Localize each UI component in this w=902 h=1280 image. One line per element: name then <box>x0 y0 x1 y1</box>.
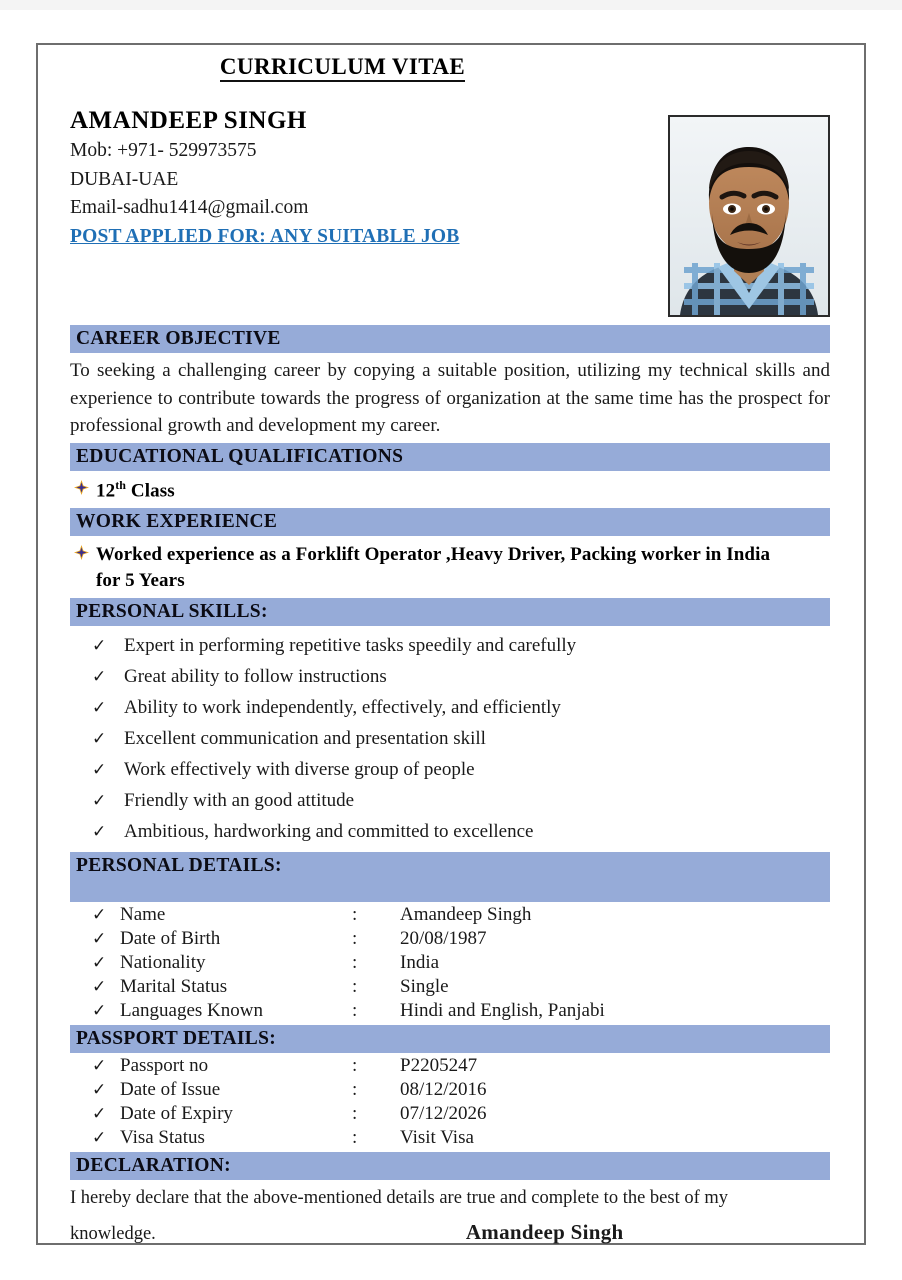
personal-details-table <box>70 904 830 1022</box>
list-item <box>92 666 830 688</box>
career-objective-text: To seeking a challenging career by copying a suitable position, utilizing my technical skills and experience to contribute towards the progress of organization at the same time has the prospect for professional growth and development my career. <box>70 360 830 437</box>
detail-colon: : <box>352 927 358 949</box>
wingding-arrow-icon <box>74 480 96 500</box>
contact-location: DUBAI-UAE <box>70 168 179 190</box>
skill-label: Expert in performing repetitive tasks speedily and carefully <box>124 634 577 656</box>
education-item-suffix: Class <box>126 479 175 501</box>
skill-label: Ability to work independently, effectively, and efficiently <box>124 696 561 718</box>
page-title-text: CURRICULUM VITAE <box>220 54 465 82</box>
detail-colon: : <box>352 951 358 973</box>
detail-value: Visit Visa <box>400 1126 474 1148</box>
detail-colon: : <box>352 1126 358 1148</box>
post-applied-for: POST APPLIED FOR: ANY SUITABLE JOB <box>70 225 460 247</box>
passport-details-table <box>70 1055 830 1149</box>
section-heading-personal-details: PERSONAL DETAILS: <box>70 852 830 902</box>
list-item <box>92 790 830 812</box>
detail-label: Date of Expiry <box>120 1102 233 1124</box>
declaration-line-2: knowledge. <box>70 1224 156 1245</box>
detail-colon: : <box>352 1078 358 1100</box>
signature-name: Amandeep Singh <box>465 1220 624 1245</box>
detail-value: 20/08/1987 <box>400 927 487 949</box>
detail-value: Hindi and English, Panjabi <box>400 999 605 1021</box>
detail-label: Visa Status <box>120 1126 205 1148</box>
cv-header <box>70 107 830 322</box>
check-icon: ✓ <box>92 952 107 973</box>
section-heading-passport-details: PASSPORT DETAILS: <box>70 1025 830 1053</box>
detail-value: 08/12/2016 <box>400 1078 487 1100</box>
check-icon: ✓ <box>92 1079 107 1100</box>
detail-colon: : <box>352 975 358 997</box>
detail-label: Languages Known <box>120 999 263 1021</box>
declaration-footer <box>70 1216 830 1249</box>
table-row <box>92 952 830 974</box>
skill-label: Excellent communication and presentation skill <box>124 727 486 749</box>
detail-label: Name <box>120 903 166 925</box>
check-icon: ✓ <box>92 1127 107 1148</box>
detail-label: Date of Issue <box>120 1078 221 1100</box>
page-top-strip <box>0 0 902 10</box>
candidate-name: AMANDEEP SINGH <box>70 107 307 134</box>
skill-label: Ambitious, hardworking and committed to excellence <box>124 820 534 842</box>
detail-value: P2205247 <box>400 1054 478 1076</box>
section-heading-educational-qualifications: EDUCATIONAL QUALIFICATIONS <box>70 443 830 471</box>
section-heading-work-experience: WORK EXPERIENCE <box>70 508 830 536</box>
portrait-photo-icon <box>670 117 828 315</box>
detail-value: 07/12/2026 <box>400 1102 487 1124</box>
table-row <box>92 904 830 926</box>
work-experience-item <box>74 542 830 595</box>
contact-email: Email-sadhu1414@gmail.com <box>70 197 309 219</box>
check-icon: ✓ <box>92 635 107 656</box>
detail-label: Date of Birth <box>120 927 221 949</box>
table-row <box>92 1079 830 1101</box>
education-item <box>74 477 830 505</box>
table-row <box>92 928 830 950</box>
skill-label: Friendly with an good attitude <box>124 789 355 811</box>
detail-label: Nationality <box>120 951 206 973</box>
education-item-label <box>96 477 175 505</box>
check-icon: ✓ <box>92 790 107 811</box>
avatar <box>668 115 830 317</box>
education-item-prefix: 12 <box>96 479 116 501</box>
check-icon: ✓ <box>92 904 107 925</box>
check-icon: ✓ <box>92 697 107 718</box>
detail-value: Single <box>400 975 449 997</box>
skill-label: Work effectively with diverse group of people <box>124 758 475 780</box>
table-row <box>92 976 830 998</box>
check-icon: ✓ <box>92 976 107 997</box>
contact-mobile: Mob: +971- 529973575 <box>70 140 257 161</box>
wingding-arrow-icon <box>74 545 96 565</box>
detail-colon: : <box>352 903 358 925</box>
page-title <box>70 54 830 80</box>
list-item <box>92 821 830 843</box>
table-row <box>92 1103 830 1125</box>
detail-colon: : <box>352 1054 358 1076</box>
education-item-superscript: th <box>115 477 127 492</box>
detail-label: Marital Status <box>120 975 228 997</box>
list-item <box>92 728 830 750</box>
list-item <box>92 635 830 657</box>
check-icon: ✓ <box>92 1103 107 1124</box>
detail-value: India <box>400 951 440 973</box>
detail-label: Passport no <box>120 1054 209 1076</box>
section-heading-personal-skills: PERSONAL SKILLS: <box>70 598 830 626</box>
list-item <box>92 697 830 719</box>
personal-skills-list <box>70 635 830 843</box>
check-icon: ✓ <box>92 728 107 749</box>
check-icon: ✓ <box>92 1000 107 1021</box>
detail-value: Amandeep Singh <box>400 903 532 925</box>
check-icon: ✓ <box>92 821 107 842</box>
table-row <box>92 1000 830 1022</box>
table-row <box>92 1127 830 1149</box>
detail-colon: : <box>352 999 358 1021</box>
section-heading-career-objective: CAREER OBJECTIVE <box>70 325 830 353</box>
skill-label: Great ability to follow instructions <box>124 665 387 687</box>
check-icon: ✓ <box>92 759 107 780</box>
section-heading-declaration: DECLARATION: <box>70 1152 830 1180</box>
list-item <box>92 759 830 781</box>
detail-colon: : <box>352 1102 358 1124</box>
declaration-line-1: I hereby declare that the above-mentioned details are true and complete to the best of my <box>70 1187 729 1208</box>
check-icon: ✓ <box>92 928 107 949</box>
work-experience-item-label: Worked experience as a Forklift Operator ,Heavy Driver, Packing worker in India for 5 Years <box>96 543 771 592</box>
cv-document <box>70 50 830 1249</box>
table-row <box>92 1055 830 1077</box>
check-icon: ✓ <box>92 1055 107 1076</box>
check-icon: ✓ <box>92 666 107 687</box>
